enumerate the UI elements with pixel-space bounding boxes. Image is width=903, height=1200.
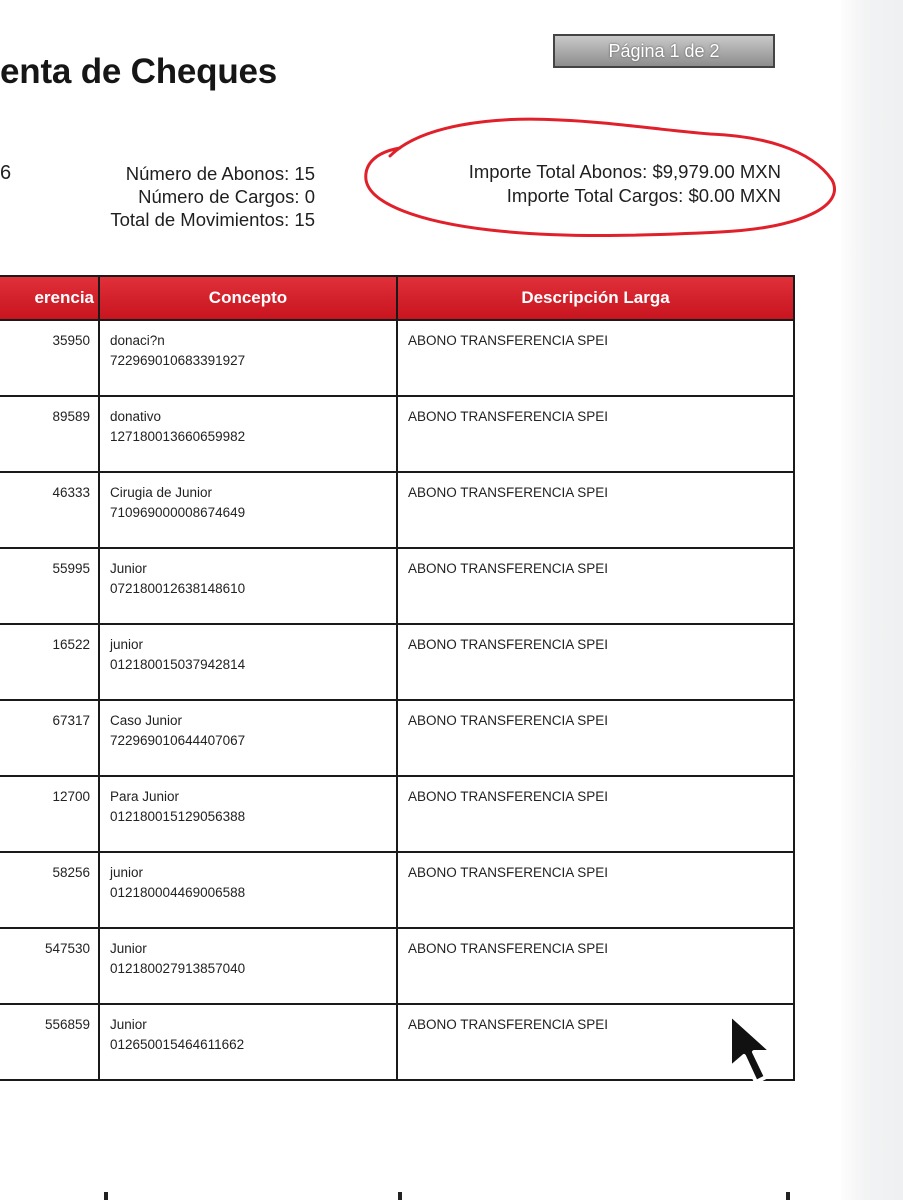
column-header-descripcion: Descripción Larga (397, 276, 794, 320)
reference-cell: 58256 (0, 852, 99, 928)
abonos-count: Número de Abonos: 15 (125, 163, 315, 184)
table-row (0, 472, 794, 548)
cargos-total-amount: Importe Total Cargos: $0.00 MXN (506, 185, 781, 206)
column-header-concepto: Concepto (99, 276, 397, 320)
concept-cell: Cirugia de Junior 710969000008674649 (99, 472, 397, 548)
bottom-mark (786, 1192, 790, 1200)
reference-cell: 556859 (0, 1004, 99, 1080)
concept-cell: Junior 072180012638148610 (99, 548, 397, 624)
transactions-table (0, 275, 795, 1081)
description-cell: ABONO TRANSFERENCIA SPEI (397, 776, 794, 852)
abonos-total-amount: Importe Total Abonos: $9,979.00 MXN (468, 161, 781, 182)
table-row (0, 928, 794, 1004)
table-row (0, 624, 794, 700)
reference-cell: 55995 (0, 548, 99, 624)
reference-cell: 67317 (0, 700, 99, 776)
description-cell: ABONO TRANSFERENCIA SPEI (397, 548, 794, 624)
description-cell: ABONO TRANSFERENCIA SPEI (397, 928, 794, 1004)
description-cell: ABONO TRANSFERENCIA SPEI (397, 624, 794, 700)
bottom-mark (398, 1192, 402, 1200)
reference-cell: 35950 (0, 320, 99, 396)
account-number-fragment: 6 (0, 162, 12, 184)
description-cell: ABONO TRANSFERENCIA SPEI (397, 472, 794, 548)
reference-cell: 12700 (0, 776, 99, 852)
reference-cell: 16522 (0, 624, 99, 700)
paper-edge (841, 0, 903, 1200)
concept-cell: Para Junior 012180015129056388 (99, 776, 397, 852)
concept-cell: Caso Junior 722969010644407067 (99, 700, 397, 776)
page-title: enta de Cheques (0, 52, 278, 91)
description-cell: ABONO TRANSFERENCIA SPEI (397, 396, 794, 472)
page-indicator: Página 1 de 2 (553, 34, 775, 68)
concept-cell: donaci?n 722969010683391927 (99, 320, 397, 396)
bottom-mark (104, 1192, 108, 1200)
table-row (0, 776, 794, 852)
amount-totals (395, 160, 781, 208)
page-bottom-marks (0, 1186, 840, 1200)
table-row (0, 700, 794, 776)
description-cell: ABONO TRANSFERENCIA SPEI (397, 700, 794, 776)
concept-cell: Junior 012180027913857040 (99, 928, 397, 1004)
reference-cell: 547530 (0, 928, 99, 1004)
mouse-pointer-icon (726, 1010, 786, 1090)
table-row (0, 852, 794, 928)
concept-cell: donativo 127180013660659982 (99, 396, 397, 472)
reference-cell: 46333 (0, 472, 99, 548)
movement-counts (60, 162, 315, 231)
description-cell: ABONO TRANSFERENCIA SPEI (397, 1004, 794, 1080)
table-header-row (0, 276, 794, 320)
concept-cell: junior 012180015037942814 (99, 624, 397, 700)
concept-cell: junior 012180004469006588 (99, 852, 397, 928)
table-row (0, 548, 794, 624)
table-row (0, 396, 794, 472)
cargos-count: Número de Cargos: 0 (138, 186, 315, 207)
reference-cell: 89589 (0, 396, 99, 472)
description-cell: ABONO TRANSFERENCIA SPEI (397, 320, 794, 396)
column-header-referencia: erencia (0, 276, 99, 320)
movimientos-total: Total de Movimientos: 15 (110, 209, 315, 230)
description-cell: ABONO TRANSFERENCIA SPEI (397, 852, 794, 928)
concept-cell: Junior 012650015464611662 (99, 1004, 397, 1080)
table-row (0, 320, 794, 396)
table-row (0, 1004, 794, 1080)
